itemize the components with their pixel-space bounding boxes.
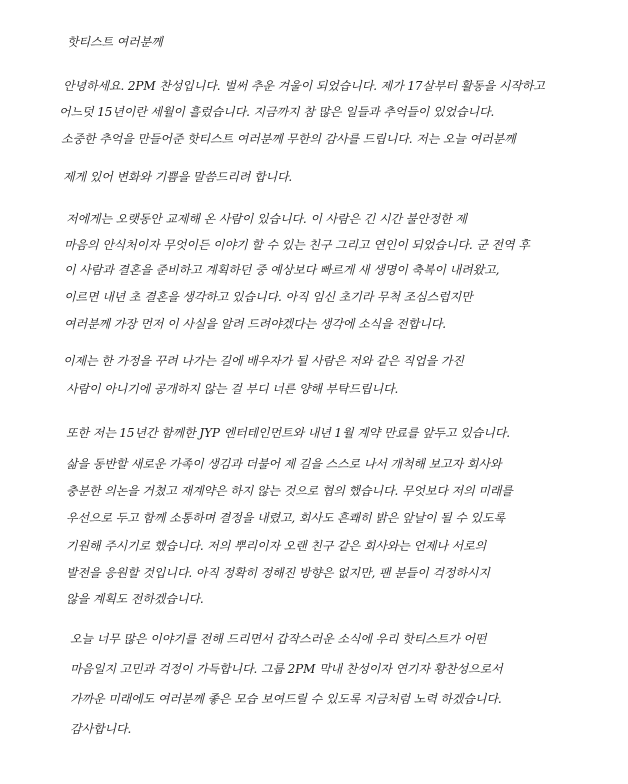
letter-line: 마음일지 고민과 걱정이 가득합니다. 그룹 2PM 막내 찬성이자 연기자 황찬성으로서	[70, 662, 503, 676]
letter-line: 안녕하세요. 2PM 찬성입니다. 벌써 추운 겨울이 되었습니다. 제가 17살부터 활동을 시작하고	[63, 79, 545, 93]
letter-line: 우선으로 두고 함께 소통하며 결정을 내렸고, 회사도 흔쾌히 밝은 앞날이 될 수 있도록	[66, 511, 506, 525]
letter-line: 제게 있어 변화와 기쁨을 말씀드리려 합니다.	[63, 170, 293, 184]
letter-line: 오늘 너무 많은 이야기를 전해 드리면서 갑작스러운 소식에 우리 핫티스트가 어떤	[70, 632, 487, 646]
letter-line: 기원해 주시기로 했습니다. 저의 뿌리이자 오랜 친구 같은 회사와는 언제나 서로의	[66, 539, 487, 553]
letter-line: 감사합니다.	[70, 722, 132, 736]
letter-salutation: 핫티스트 여러분께	[67, 35, 163, 49]
letter-line: 사람이 아니기에 공개하지 않는 걸 부디 너른 양해 부탁드립니다.	[66, 382, 399, 396]
letter-line: 이 사람과 결혼을 준비하고 계획하던 중 예상보다 빠르게 새 생명이 축복이 내려왔고,	[64, 263, 500, 277]
letter-line: 어느덧 15년이란 세월이 흘렀습니다. 지금까지 참 많은 일들과 추억들이 있었습니다.	[59, 105, 495, 119]
letter-line: 삶을 동반할 새로운 가족이 생김과 더불어 제 길을 스스로 나서 개척해 보고자 회사와	[66, 457, 502, 471]
letter-line: 않을 계획도 전하겠습니다.	[66, 592, 204, 606]
letter-line: 이제는 한 가정을 꾸려 나가는 길에 배우자가 될 사람은 저와 같은 직업을 가진	[63, 354, 464, 368]
letter-line: 소중한 추억을 만들어준 핫티스트 여러분께 무한의 감사를 드립니다. 저는 오늘 여러분께	[61, 132, 516, 146]
letter-line: 발전을 응원할 것입니다. 아직 정확히 정해진 방향은 없지만, 팬 분들이 걱정하시지	[66, 566, 490, 580]
letter-line: 이르면 내년 초 결혼을 생각하고 있습니다. 아직 임신 초기라 무척 조심스럽지만	[64, 290, 473, 304]
letter-line: 저에게는 오랫동안 교제해 온 사람이 있습니다. 이 사람은 긴 시간 불안정한 제	[66, 212, 467, 226]
letter-line: 마음의 안식처이자 무엇이든 이야기 할 수 있는 친구 그리고 연인이 되었습니다. 군 전역 후	[64, 238, 530, 252]
letter-line: 가까운 미래에도 여러분께 좋은 모습 보여드릴 수 있도록 지금처럼 노력 하겠습니다.	[70, 692, 502, 706]
letter-line: 충분한 의논을 거쳤고 재계약은 하지 않는 것으로 협의 했습니다. 무엇보다 저의 미래를	[66, 484, 513, 498]
letter-line: 또한 저는 15년간 함께한 JYP 엔터테인먼트와 내년 1월 계약 만료를 앞두고 있습니다.	[66, 426, 510, 440]
letter-line: 여러분께 가장 먼저 이 사실을 알려 드려야겠다는 생각에 소식을 전합니다.	[64, 317, 446, 331]
